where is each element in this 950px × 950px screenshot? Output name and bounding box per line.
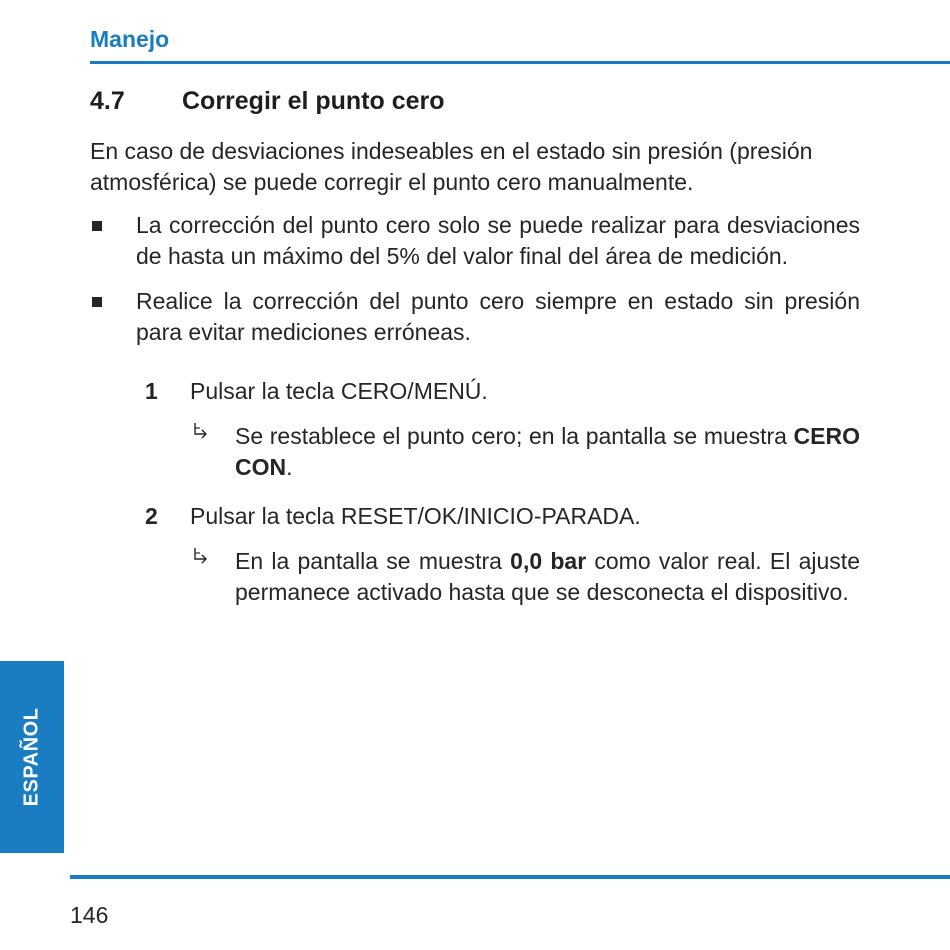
step-number: 2 [145, 503, 158, 529]
intro-paragraph: En caso de desviaciones indeseables en el estado sin presión (presión atmosférica) se puede corregir el punto cero manualmente. [90, 138, 813, 195]
step-text: Pulsar la tecla CERO/MENÚ. [190, 378, 488, 404]
result-arrow-icon [191, 421, 211, 445]
result-text: En la pantalla se muestra [235, 548, 511, 574]
language-label: ESPAÑOL [20, 707, 43, 807]
section-body [90, 136, 860, 608]
header-divider [90, 61, 950, 64]
step-item [90, 501, 860, 532]
bullet-text: La corrección del punto cero solo se puede realizar para desviaciones de hasta un máximo del 5% del valor final del área de medición. [136, 212, 860, 269]
page-number: 146 [70, 902, 109, 928]
result-text-end: como valor real. El ajuste permanece activado hasta que se desconecta el dispositivo. [235, 548, 860, 605]
square-bullet-icon [92, 221, 102, 231]
step-result [90, 421, 860, 483]
language-side-tab [0, 661, 64, 853]
bullet-item [90, 286, 860, 348]
result-text-end: . [286, 454, 293, 480]
result-arrow-icon [191, 546, 211, 570]
bullet-item [90, 210, 860, 272]
result-value: 0,0 bar [510, 548, 587, 574]
step-item [90, 376, 860, 407]
result-value: CERO CON [235, 423, 860, 480]
footer-divider [70, 875, 950, 879]
section-title: Corregir el punto cero [182, 87, 445, 115]
result-text: Se restablece el punto cero; en la pantalla se muestra [235, 423, 794, 449]
step-text: Pulsar la tecla RESET/OK/INICIO-PARADA. [190, 503, 641, 529]
bullet-text: Realice la corrección del punto cero siempre en estado sin presión para evitar mediciones erróneas. [136, 288, 860, 345]
square-bullet-icon [92, 297, 102, 307]
page-header-title: Manejo [90, 26, 170, 52]
step-number: 1 [145, 378, 158, 404]
section-number: 4.7 [90, 87, 125, 115]
section-heading [90, 85, 445, 117]
step-result [90, 546, 860, 608]
